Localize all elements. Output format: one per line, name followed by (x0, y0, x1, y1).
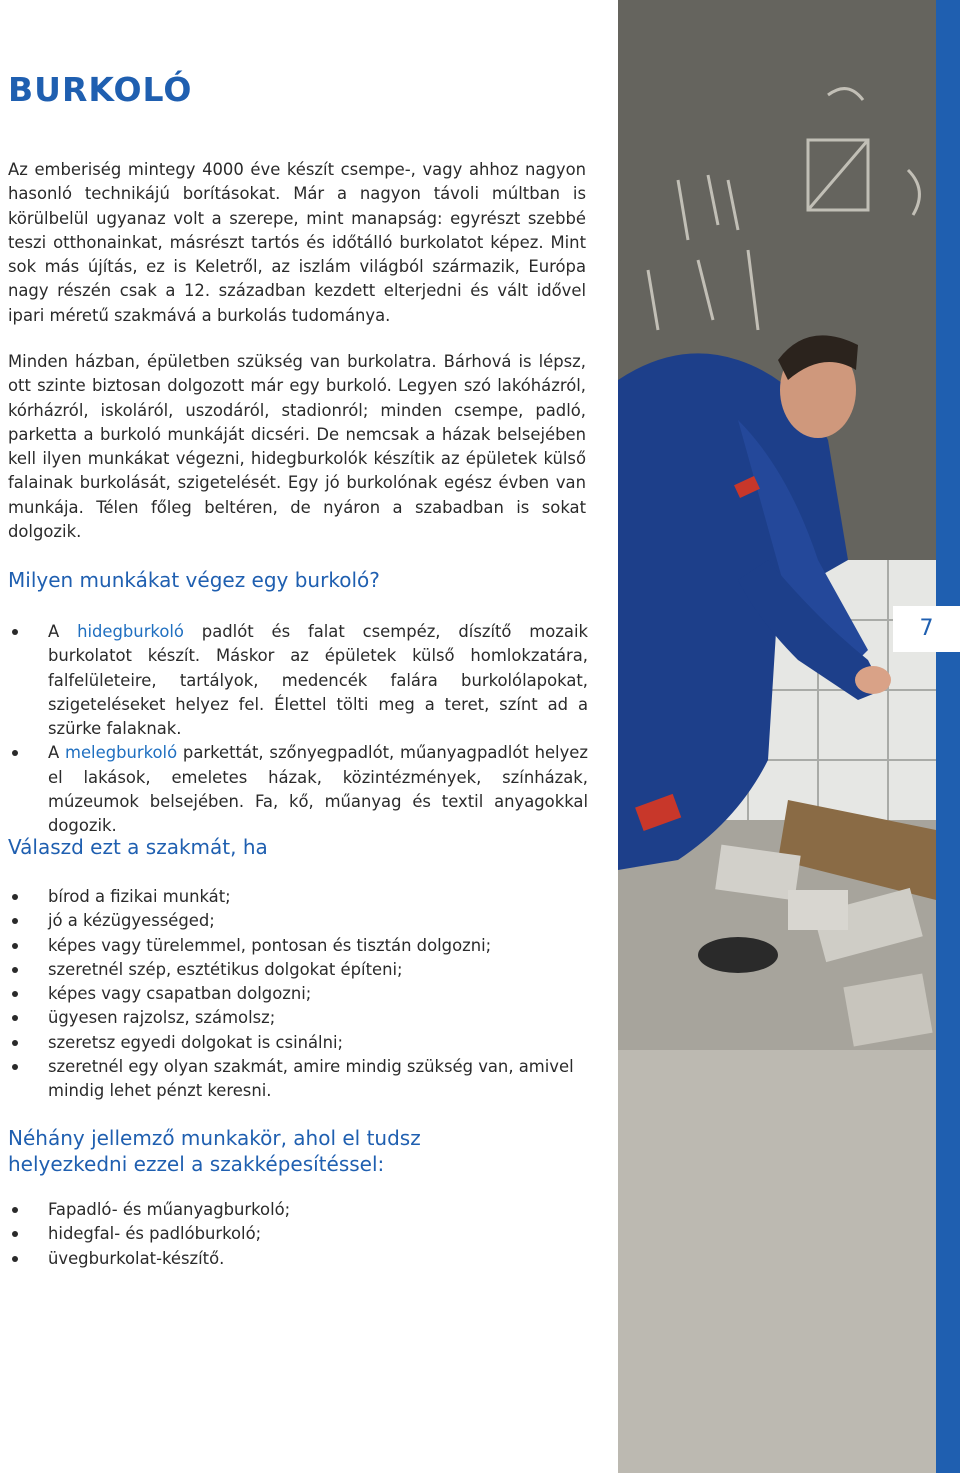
bullet-icon (12, 1256, 18, 1262)
list-item: üvegburkolat-készítő. (8, 1247, 588, 1271)
page-number: 7 (893, 606, 960, 652)
bullet-icon (12, 1207, 18, 1213)
list-item: képes vagy türelemmel, pontosan és tisztán dolgozni; (8, 934, 588, 958)
side-stripe (936, 0, 960, 1473)
bullet-icon (12, 629, 18, 635)
section-heading-jobs: Néhány jellemző munkakör, ahol el tudsz helyezkedni ezzel a szakképesítéssel: (8, 1126, 421, 1176)
list-item: hidegfal- és padlóburkoló; (8, 1222, 588, 1246)
page-title: BURKOLÓ (8, 70, 193, 109)
bullet-icon (12, 1231, 18, 1237)
bullet-icon (12, 991, 18, 997)
list-item: ügyesen rajzolsz, számolsz; (8, 1006, 588, 1030)
bullet-icon (12, 1064, 18, 1070)
list-item: képes vagy csapatban dolgozni; (8, 982, 588, 1006)
list-item: bírod a fizikai munkát; (8, 885, 588, 909)
bullet-icon (12, 943, 18, 949)
section-heading-choose: Válaszd ezt a szakmát, ha (8, 835, 268, 859)
tiler-photo (618, 0, 936, 1473)
list-item: Fapadló- és műanyagburkoló; (8, 1198, 588, 1222)
bullet-icon (12, 894, 18, 900)
choose-list (8, 885, 588, 1104)
bullet-icon (12, 967, 18, 973)
list-item: szeretnél egy olyan szakmát, amire mindig szükség van, amivel mindig lehet pénzt keresni. (8, 1055, 588, 1104)
highlight-term: melegburkoló (65, 743, 178, 763)
bullet-icon (12, 750, 18, 756)
bullet-icon (12, 918, 18, 924)
jobs-list (8, 1198, 588, 1271)
list-item: szeretsz egyedi dolgokat is csinálni; (8, 1031, 588, 1055)
highlight-term: hidegburkoló (77, 622, 184, 641)
section-heading-tasks: Milyen munkákat végez egy burkoló? (8, 568, 380, 592)
bullet-icon (12, 1015, 18, 1021)
intro-paragraph-2: Minden házban, épületben szükség van burkolatra. Bárhová is lépsz, ott szinte biztosan dolgozott már egy burkoló. Legyen szó lakóházról, kórházról, iskoláról, uszodáról, stadionról; minden csempe, padló, parketta a burkoló munkáját dicséri. De nemcsak a házak belsejében kell ilyen munkákat végezni, hidegburkolók készítik az épületek külső falainak burkolását, szigetelését. Egy jó burkolónak egész évben van munkája. Télen főleg beltéren, de nyáron a szabadban is sokat dolgozik. (8, 352, 586, 542)
intro-paragraph-1: Az emberiség mintegy 4000 éve készít csempe-, vagy ahhoz nagyon hasonló technikájú borításokat. Már a nagyon távoli múltban is körülbelül ugyanaz volt a szerepe, mint manapság: egyrészt szebbé teszi otthonainkat, másrészt tartós és időtálló burkolatot képez. Mint sok más újítás, ez is Keletről, az iszlám világból származik, Európa nagy részén csak a 12. században kezdett elterjedni és vált idővel ipari méretű szakmává a burkolás tudománya. (8, 160, 586, 325)
list-item: jó a kézügyességed; (8, 909, 588, 933)
list-item: szeretnél szép, esztétikus dolgokat építeni; (8, 958, 588, 982)
list-item: A melegburkoló parkettát, szőnyegpadlót, műanyagpadlót helyez el lakások, emeletes házak, közintézmények, színházak, múzeumok belsejében. Fa, kő, műanyag és textil anyagokkal dogozik. (8, 741, 588, 838)
tasks-list (8, 620, 588, 839)
list-item: A hidegburkoló padlót és falat csempéz, díszítő mozaik burkolatot készít. Máskor az épületek külső homlokzatára, falfelületeire, tartályok, medencék falára burkolólapokat, szigeteléseket helyez fel. Élettel tölti meg a teret, színt ad a szürke falaknak. (8, 620, 588, 741)
bullet-icon (12, 1040, 18, 1046)
